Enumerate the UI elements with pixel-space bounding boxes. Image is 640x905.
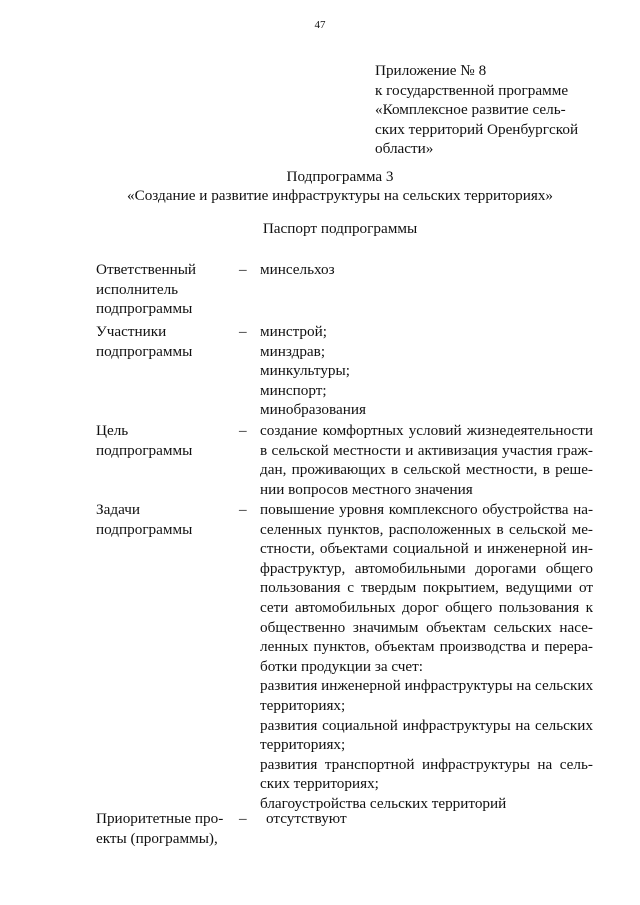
row-value-priority-projects (266, 809, 599, 829)
subprogram-name: «Создание и развитие инфраструктуры на сельских территориях» (126, 187, 554, 204)
label-line: Приоритетные про- (96, 810, 224, 827)
value-line: ботки продукции за счет: (260, 657, 424, 675)
value-line: развития инженерной инфраструктуры на сельских (260, 677, 594, 695)
label-line: Участники (96, 323, 167, 340)
page-number: 47 (314, 19, 326, 31)
annex-line: Приложение № 8 (375, 62, 487, 79)
value-line: общественно значимым объектам сельских насе- (260, 618, 593, 636)
value-line: минстрой; (260, 323, 327, 340)
value-line: дан, проживающих в сельской местности, в реше- (260, 461, 593, 479)
value-line: сети автомобильных дорог общего пользования к (260, 598, 593, 616)
row-dash: – (239, 422, 247, 439)
value-line: пользования с твердым покрытием, ведущими от (260, 579, 593, 597)
value-line: территориях; (260, 736, 346, 754)
row-label-responsible (96, 260, 228, 319)
value-line: минспорт; (260, 381, 327, 399)
row-dash: – (239, 810, 247, 827)
row-label-goal (96, 421, 228, 460)
row-dash: – (239, 261, 247, 278)
row-value-participants (260, 322, 593, 420)
annex-line: области» (375, 140, 434, 158)
value-line: селенных пунктов, расположенных в сельской ме- (260, 520, 593, 538)
value-line: территориях; (260, 696, 346, 714)
label-line: Задачи (96, 501, 140, 518)
label-line: Цель (96, 422, 129, 439)
value-line: создание комфортных условий жизнедеятельности (260, 422, 593, 439)
passport-title: Паспорт подпрограммы (262, 220, 418, 237)
value-line: развития социальной инфраструктуры на сельских (260, 716, 593, 734)
value-line: благоустройства сельских территорий (260, 794, 507, 812)
annex-line: к государственной программе (375, 81, 569, 99)
value-line: минобразования (260, 401, 366, 419)
value-line: повышение уровня комплексного обустройства на- (260, 501, 593, 518)
label-line: подпрограммы (96, 441, 193, 459)
label-line: подпрограммы (96, 300, 193, 318)
label-line: екты (программы), (96, 829, 218, 847)
row-label-participants (96, 322, 228, 361)
value-line: минкультуры; (260, 362, 350, 380)
value-line: стности, объектами социальной и инженерной ин- (260, 540, 593, 558)
label-line: Ответственный (96, 261, 197, 278)
subprogram-title: Подпрограмма 3 (286, 168, 394, 185)
label-line: исполнитель (96, 280, 179, 298)
value-line: минсельхоз (260, 261, 335, 278)
label-line: подпрограммы (96, 342, 193, 360)
row-value-tasks (260, 500, 593, 814)
row-label-priority-projects (96, 809, 228, 848)
value-line: нии вопросов местного значения (260, 480, 473, 498)
row-value-goal (260, 421, 593, 499)
label-line: подпрограммы (96, 520, 193, 538)
row-dash: – (239, 501, 247, 518)
value-line: фраструктур, автомобильными дорогами общего (260, 559, 593, 577)
row-dash: – (239, 323, 247, 340)
value-line: развития транспортной инфраструктуры на сель- (260, 755, 593, 773)
row-value-responsible (260, 260, 593, 280)
value-line: ленных пунктов, объектам производства и перера- (260, 638, 593, 656)
annex-line: ских территорий Оренбургской (375, 120, 579, 138)
value-line: ских территориях; (260, 775, 379, 793)
value-line: в сельской местности и активизация участия граж- (260, 441, 593, 459)
row-label-tasks (96, 500, 228, 539)
annex-note (375, 61, 585, 159)
annex-line: «Комплексное развитие сель- (375, 101, 566, 119)
value-line: минздрав; (260, 342, 326, 360)
value-line: отсутствуют (266, 810, 347, 827)
